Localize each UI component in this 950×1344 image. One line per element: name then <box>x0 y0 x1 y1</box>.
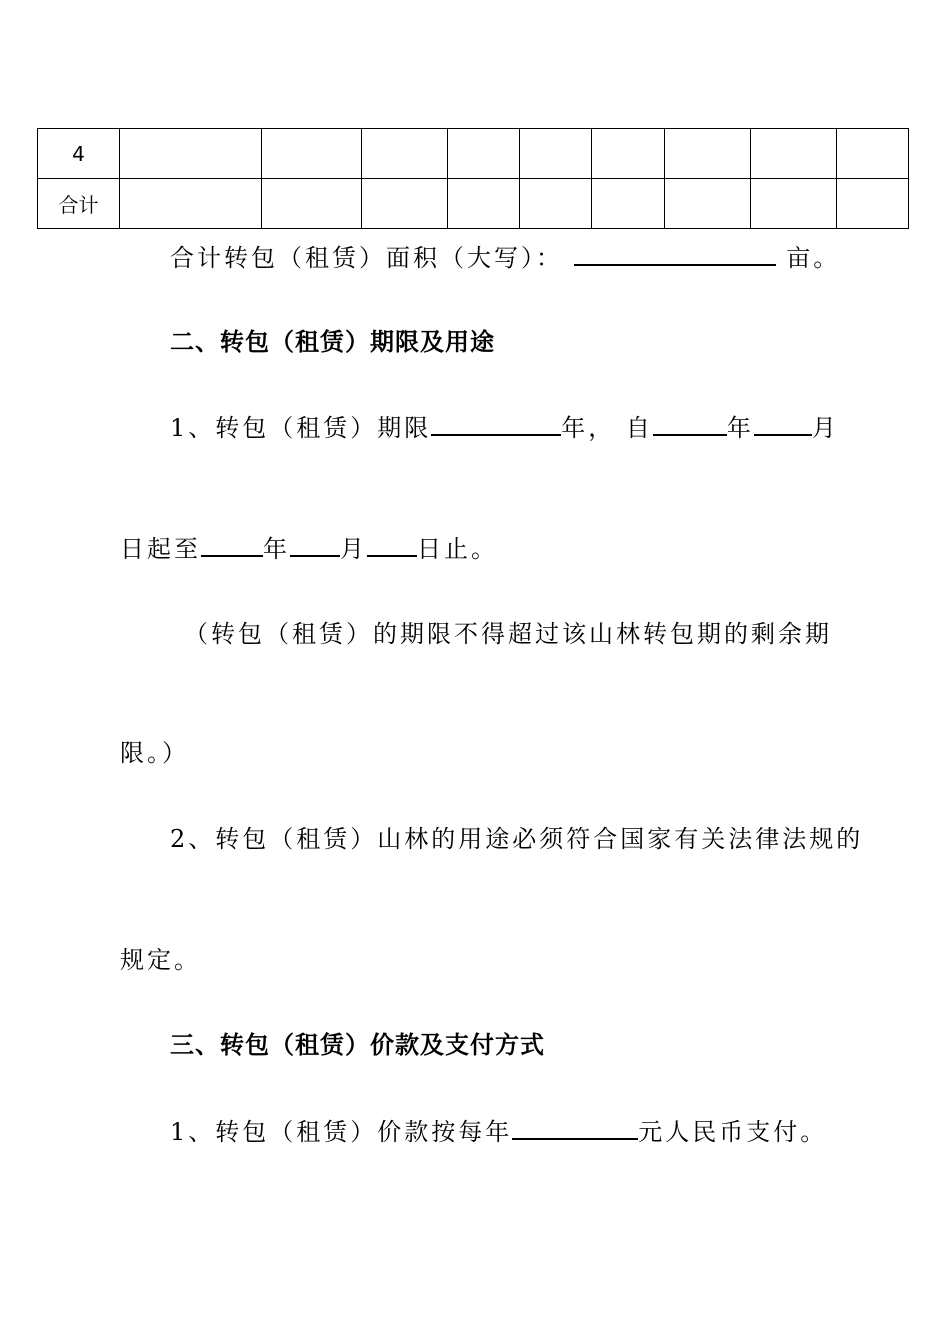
term-line-2 <box>120 533 498 564</box>
term-label: 1、转包（租赁）期限 <box>170 414 432 442</box>
table-cell[interactable] <box>751 179 837 229</box>
total-label-cell: 合计 <box>38 179 120 229</box>
land-table <box>37 128 909 229</box>
table-cell[interactable] <box>362 179 448 229</box>
term-line-1 <box>170 412 839 443</box>
start-day-label: 日起至 <box>120 535 201 563</box>
purpose-line-1: 2、转包（租赁）山林的用途必须符合国家有关法律法规的 <box>170 825 864 853</box>
table-cell[interactable] <box>592 129 665 179</box>
area-total-label: 合计转包（租赁）面积（大写）： <box>170 244 563 272</box>
table-cell[interactable] <box>448 129 520 179</box>
row-number-cell: 4 <box>38 129 120 179</box>
section3-heading: 三、转包（租赁）价款及支付方式 <box>170 1031 545 1059</box>
table-cell[interactable] <box>837 129 909 179</box>
table-cell[interactable] <box>262 129 362 179</box>
section2-heading: 二、转包（租赁）期限及用途 <box>170 328 495 356</box>
start-year-blank[interactable] <box>653 412 727 436</box>
price-unit: 元人民币支付。 <box>638 1118 828 1146</box>
area-total-blank[interactable] <box>574 242 776 266</box>
end-day-blank[interactable] <box>367 533 417 557</box>
end-month-blank[interactable] <box>290 533 340 557</box>
price-label: 1、转包（租赁）价款按每年 <box>170 1118 513 1146</box>
table-cell[interactable] <box>592 179 665 229</box>
table-cell[interactable] <box>837 179 909 229</box>
table-cell[interactable] <box>448 179 520 229</box>
table-cell[interactable] <box>120 179 262 229</box>
month-label: 月 <box>340 535 367 563</box>
table-cell[interactable] <box>120 129 262 179</box>
month-label: 月 <box>811 414 839 442</box>
start-month-blank[interactable] <box>754 412 812 436</box>
table-cell[interactable] <box>751 129 837 179</box>
area-total-line <box>170 242 840 273</box>
table-cell[interactable] <box>362 129 448 179</box>
table-row <box>38 179 909 229</box>
end-year-blank[interactable] <box>201 533 263 557</box>
table-cell[interactable] <box>520 129 592 179</box>
table-row <box>38 129 909 179</box>
price-blank[interactable] <box>512 1116 638 1140</box>
term-years-blank[interactable] <box>431 412 561 436</box>
table-cell[interactable] <box>665 179 751 229</box>
year-label: 年 <box>263 535 290 563</box>
table-cell[interactable] <box>665 129 751 179</box>
year-label: 年 <box>726 414 754 442</box>
end-day-label: 日止。 <box>417 535 498 563</box>
purpose-line-2: 规定。 <box>120 946 201 974</box>
area-unit: 亩。 <box>786 244 841 272</box>
table-cell[interactable] <box>262 179 362 229</box>
term-note-line-1: （转包（租赁）的期限不得超过该山林转包期的剩余期 <box>184 620 832 648</box>
term-from-label: 年， 自 <box>561 414 653 442</box>
term-note-line-2: 限。） <box>120 739 189 767</box>
price-line <box>170 1116 827 1147</box>
table-cell[interactable] <box>520 179 592 229</box>
